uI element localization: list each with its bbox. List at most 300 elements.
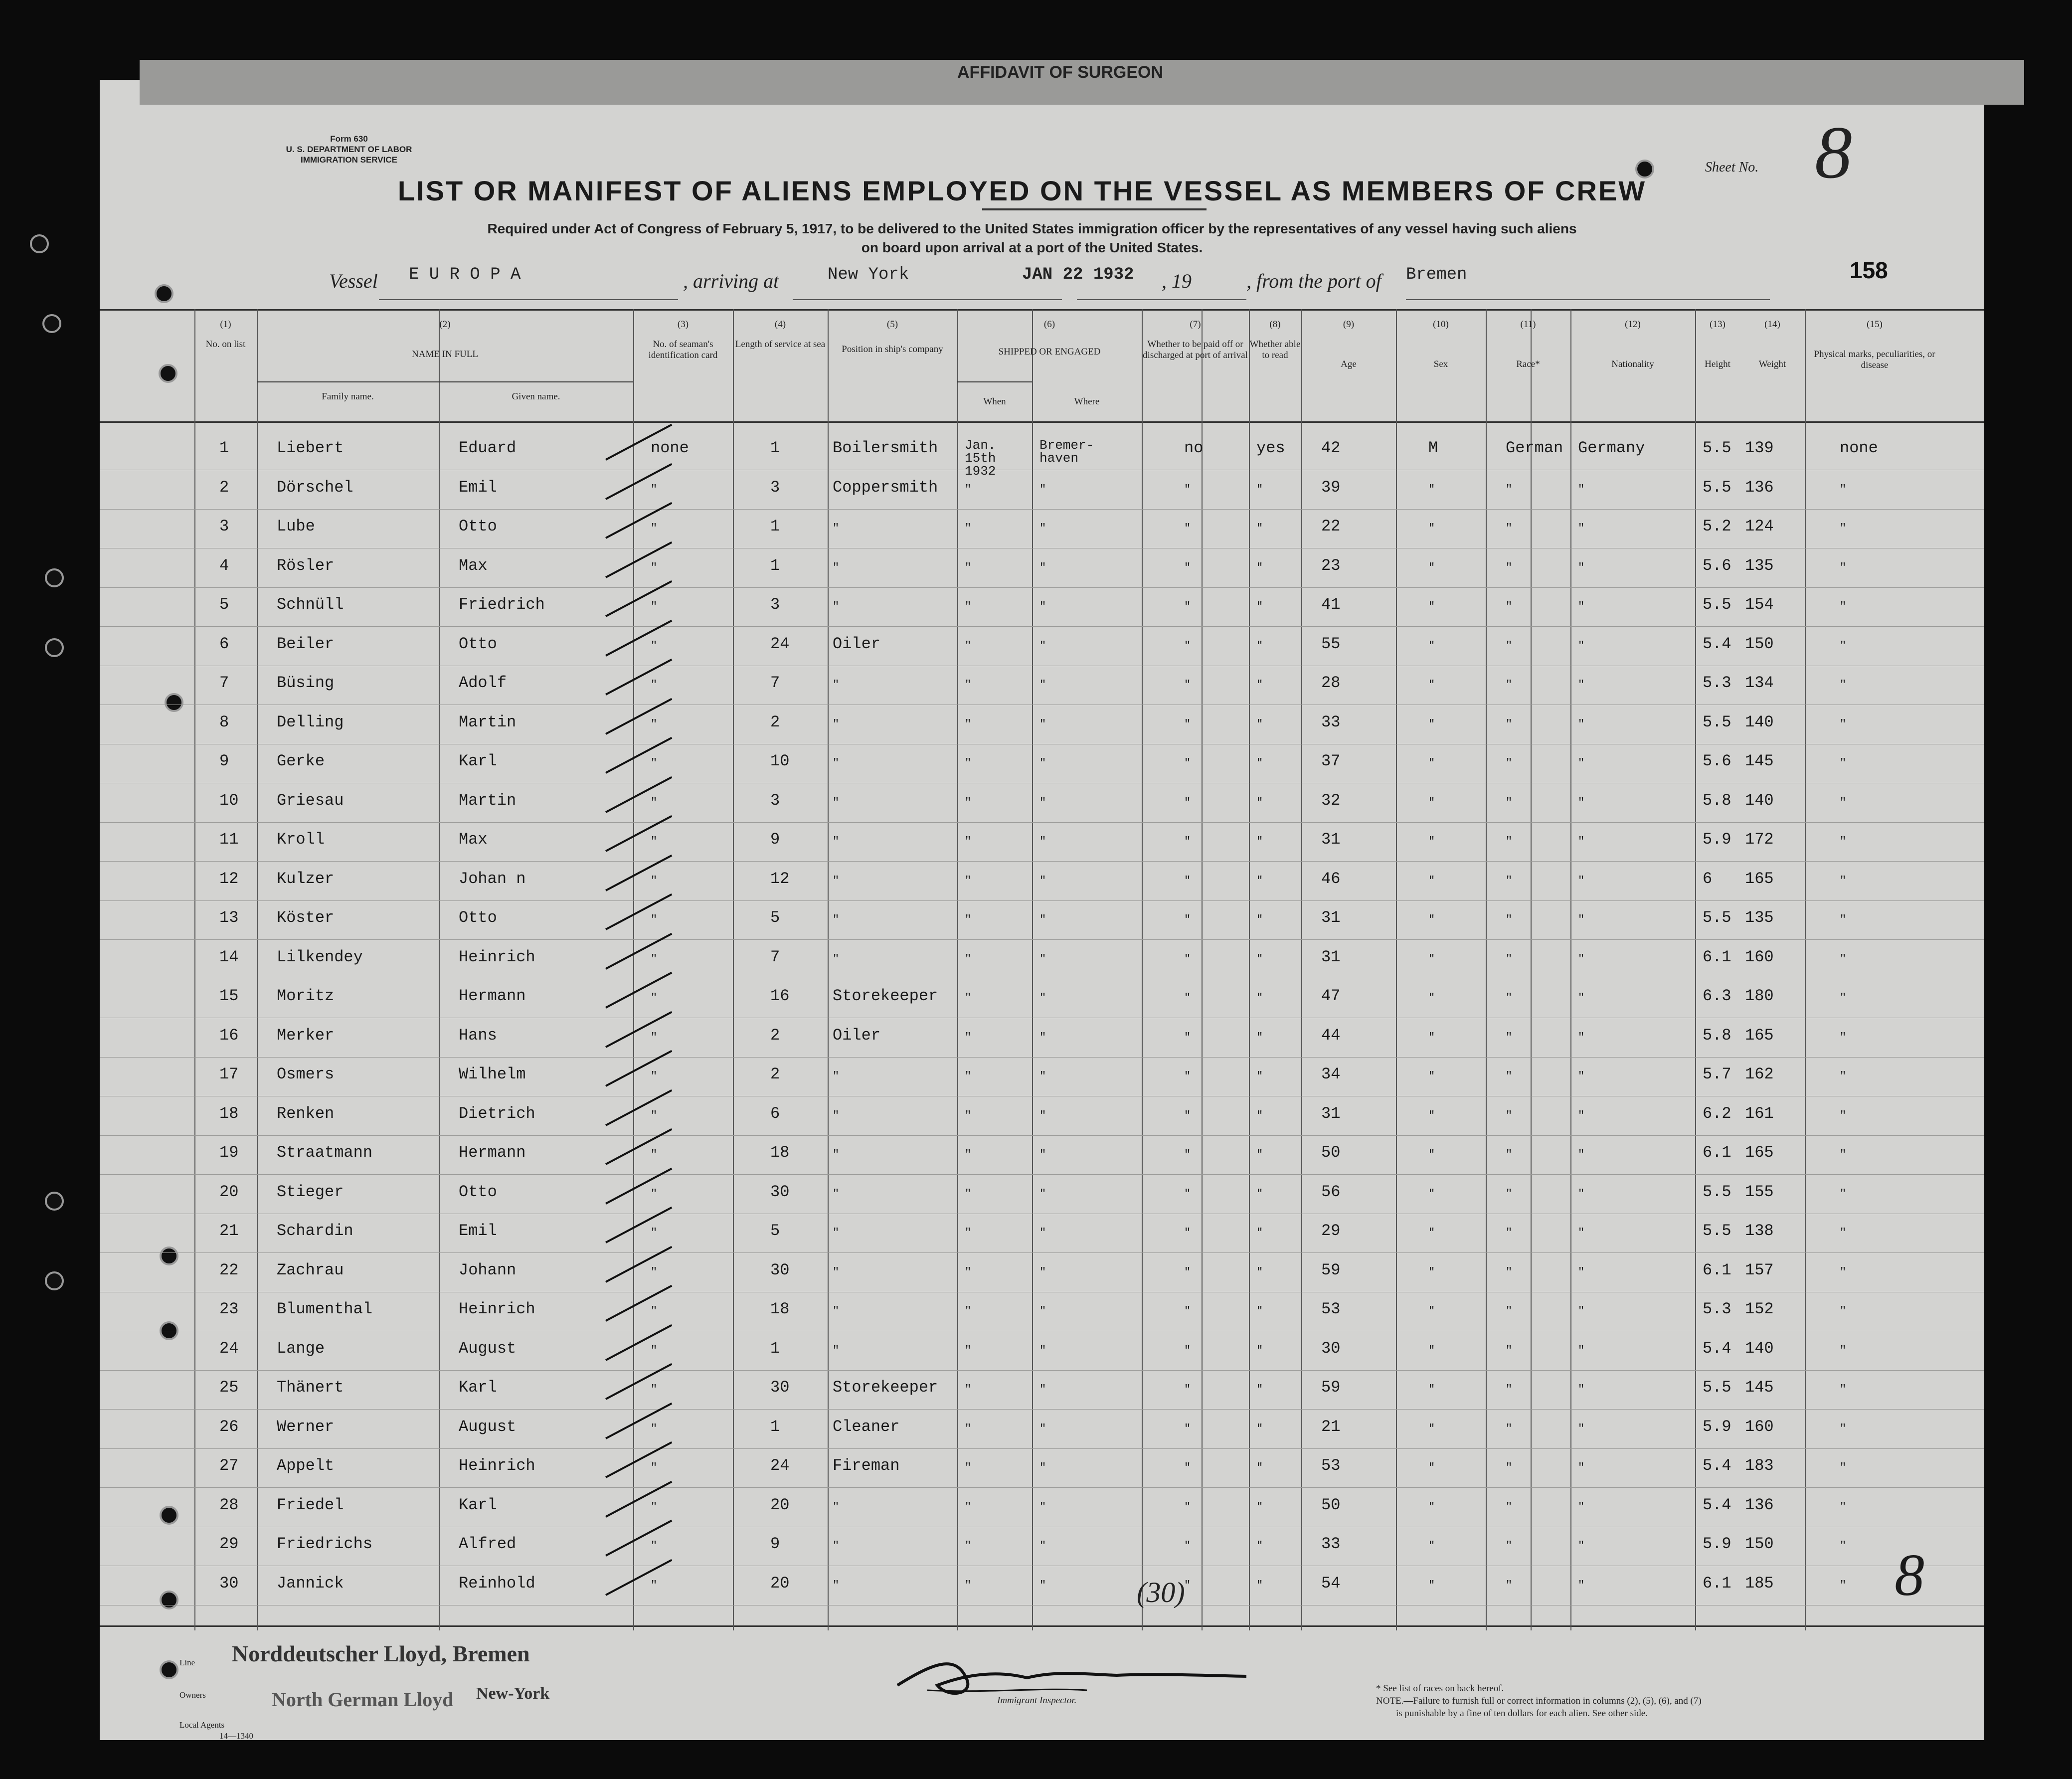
weight: 162 bbox=[1745, 1065, 1774, 1083]
title-underline bbox=[982, 208, 1207, 210]
physical-marks: " bbox=[1840, 1070, 1847, 1082]
race: " bbox=[1506, 1305, 1513, 1317]
given-name: Max bbox=[459, 556, 488, 575]
owners-city-stamp: New-York bbox=[476, 1684, 550, 1703]
shipped-where: " bbox=[1039, 1383, 1046, 1396]
shipped-when: " bbox=[965, 1422, 972, 1435]
race: " bbox=[1506, 639, 1513, 652]
column-header-paid_off: Whether to be paid off or discharged at port of arrival bbox=[1143, 339, 1248, 360]
row-number: 25 bbox=[219, 1378, 239, 1397]
nationality: " bbox=[1578, 992, 1585, 1004]
row-number: 19 bbox=[219, 1143, 239, 1162]
sex: " bbox=[1428, 1031, 1435, 1044]
row-number: 16 bbox=[219, 1026, 239, 1045]
nationality: " bbox=[1578, 913, 1585, 926]
check-stroke bbox=[605, 541, 672, 578]
column-header-sex: Sex bbox=[1433, 359, 1448, 369]
inspector-signature bbox=[877, 1650, 1256, 1700]
page-number: 158 bbox=[1850, 257, 1888, 283]
position: " bbox=[833, 1265, 840, 1278]
race: " bbox=[1506, 757, 1513, 769]
races-note: * See list of races on back hereof. bbox=[1376, 1683, 1504, 1694]
column-header-no: No. on list bbox=[205, 339, 246, 350]
family-name: Büsing bbox=[277, 674, 335, 692]
weight: 145 bbox=[1745, 1378, 1774, 1397]
service-name: IMMIGRATION SERVICE bbox=[301, 155, 397, 165]
position: " bbox=[833, 1227, 840, 1239]
check-stroke bbox=[605, 1520, 672, 1557]
weight: 155 bbox=[1745, 1182, 1774, 1201]
race: " bbox=[1506, 1579, 1513, 1592]
race: " bbox=[1506, 1031, 1513, 1044]
row-number: 1 bbox=[219, 439, 229, 457]
physical-marks: none bbox=[1840, 439, 1878, 457]
sex: " bbox=[1428, 1344, 1435, 1357]
shipped-when: " bbox=[965, 952, 972, 965]
age: 50 bbox=[1321, 1143, 1341, 1162]
service-length: 5 bbox=[770, 1222, 780, 1240]
height: 5.5 bbox=[1703, 1222, 1731, 1240]
position: " bbox=[833, 1109, 840, 1122]
nationality: " bbox=[1578, 1227, 1585, 1239]
position: " bbox=[833, 1070, 840, 1082]
row-number: 21 bbox=[219, 1222, 239, 1240]
column-rule bbox=[633, 309, 634, 1630]
shipped-when: " bbox=[965, 600, 972, 613]
service-length: 18 bbox=[770, 1300, 790, 1318]
column-rule bbox=[1570, 309, 1571, 1630]
card-number: " bbox=[651, 835, 658, 848]
race: " bbox=[1506, 561, 1513, 574]
arrival-date-stamp: JAN 22 1932 bbox=[1022, 265, 1134, 284]
shipped-when: " bbox=[965, 874, 972, 887]
weight: 140 bbox=[1745, 1339, 1774, 1358]
height: 5.8 bbox=[1703, 791, 1731, 810]
paid-off: " bbox=[1184, 757, 1191, 769]
physical-marks: " bbox=[1840, 483, 1847, 496]
physical-marks: " bbox=[1840, 600, 1847, 613]
height: 5.4 bbox=[1703, 634, 1731, 653]
row-number: 4 bbox=[219, 556, 229, 575]
shipped-where: " bbox=[1039, 1109, 1046, 1122]
sex: " bbox=[1428, 1461, 1435, 1474]
able-to-read: " bbox=[1256, 561, 1263, 574]
nationality: " bbox=[1578, 1461, 1585, 1474]
card-number: " bbox=[651, 1227, 658, 1239]
shipped-when: " bbox=[965, 992, 972, 1004]
physical-marks: " bbox=[1840, 1227, 1847, 1239]
given-name: Martin bbox=[459, 791, 517, 810]
race: " bbox=[1506, 874, 1513, 887]
age: 33 bbox=[1321, 712, 1341, 731]
column-rule bbox=[957, 309, 958, 1630]
weight: 135 bbox=[1745, 556, 1774, 575]
nationality: " bbox=[1578, 522, 1585, 534]
age: 31 bbox=[1321, 1104, 1341, 1123]
check-stroke bbox=[605, 776, 672, 813]
nationality: " bbox=[1578, 1305, 1585, 1317]
service-length: 30 bbox=[770, 1182, 790, 1201]
position: " bbox=[833, 522, 840, 534]
paid-off: " bbox=[1184, 1187, 1191, 1200]
sheet-label: Sheet No. bbox=[1705, 160, 1759, 175]
physical-marks: " bbox=[1840, 1500, 1847, 1513]
shipped-where: " bbox=[1039, 874, 1046, 887]
sex: " bbox=[1428, 874, 1435, 887]
paid-off: " bbox=[1184, 639, 1191, 652]
able-to-read: " bbox=[1256, 1344, 1263, 1357]
paid-off: " bbox=[1184, 952, 1191, 965]
paid-off: " bbox=[1184, 483, 1191, 496]
family-name: Straatmann bbox=[277, 1143, 373, 1162]
weight: 160 bbox=[1745, 1417, 1774, 1436]
column-rule bbox=[1695, 309, 1696, 1630]
race: " bbox=[1506, 1109, 1513, 1122]
height: 5.5 bbox=[1703, 595, 1731, 614]
nationality: " bbox=[1578, 757, 1585, 769]
shipped-when: " bbox=[965, 522, 972, 534]
row-number: 6 bbox=[219, 634, 229, 653]
shipped-where: " bbox=[1039, 1344, 1046, 1357]
given-name: Otto bbox=[459, 634, 497, 653]
height: 5.2 bbox=[1703, 517, 1731, 535]
age: 37 bbox=[1321, 752, 1341, 770]
form-code: 14—1340 bbox=[219, 1731, 253, 1741]
given-name: Karl bbox=[459, 1378, 497, 1397]
able-to-read: " bbox=[1256, 639, 1263, 652]
sex: " bbox=[1428, 1500, 1435, 1513]
card-number: " bbox=[651, 757, 658, 769]
card-number: " bbox=[651, 1148, 658, 1161]
weight: 150 bbox=[1745, 634, 1774, 653]
able-to-read: " bbox=[1256, 1187, 1263, 1200]
total-count: (30) bbox=[1137, 1576, 1185, 1608]
given-name: Hermann bbox=[459, 987, 526, 1005]
able-to-read: " bbox=[1256, 1540, 1263, 1552]
race: " bbox=[1506, 600, 1513, 613]
age: 33 bbox=[1321, 1535, 1341, 1553]
service-length: 3 bbox=[770, 478, 780, 497]
age: 53 bbox=[1321, 1300, 1341, 1318]
sex: " bbox=[1428, 835, 1435, 848]
row-rule bbox=[100, 1135, 1984, 1136]
family-name: Friedrichs bbox=[277, 1535, 373, 1553]
paid-off: " bbox=[1184, 796, 1191, 809]
position: " bbox=[833, 1579, 840, 1592]
shipped-where: " bbox=[1039, 639, 1046, 652]
column-header-when: When bbox=[983, 396, 1006, 407]
given-name: Karl bbox=[459, 1495, 497, 1514]
physical-marks: " bbox=[1840, 1344, 1847, 1357]
sex: " bbox=[1428, 522, 1435, 534]
column-header-read: Whether able to read bbox=[1249, 339, 1301, 360]
family-name: Köster bbox=[277, 908, 335, 927]
card-number: " bbox=[651, 1187, 658, 1200]
age: 39 bbox=[1321, 478, 1341, 497]
able-to-read: " bbox=[1256, 835, 1263, 848]
service-length: 1 bbox=[770, 556, 780, 575]
family-name: Kulzer bbox=[277, 869, 335, 888]
weight: 172 bbox=[1745, 830, 1774, 849]
height: 5.9 bbox=[1703, 1417, 1731, 1436]
physical-marks: " bbox=[1840, 1540, 1847, 1552]
given-name: August bbox=[459, 1417, 517, 1436]
card-number: " bbox=[651, 1344, 658, 1357]
age: 30 bbox=[1321, 1339, 1341, 1358]
physical-marks: " bbox=[1840, 1265, 1847, 1278]
race: German bbox=[1506, 439, 1563, 457]
given-name: Karl bbox=[459, 752, 497, 770]
service-length: 2 bbox=[770, 1026, 780, 1045]
card-number: " bbox=[651, 952, 658, 965]
affidavit-strip bbox=[140, 60, 2024, 105]
card-number: " bbox=[651, 1265, 658, 1278]
paid-off: " bbox=[1184, 1344, 1191, 1357]
check-stroke bbox=[605, 1363, 672, 1400]
weight: 135 bbox=[1745, 908, 1774, 927]
column-header-length: Length of service at sea bbox=[735, 339, 826, 350]
card-number: " bbox=[651, 1031, 658, 1044]
nationality: " bbox=[1578, 1070, 1585, 1082]
shipped-where: " bbox=[1039, 1305, 1046, 1317]
column-rule bbox=[257, 309, 258, 1630]
nationality: " bbox=[1578, 639, 1585, 652]
service-length: 20 bbox=[770, 1574, 790, 1593]
able-to-read: yes bbox=[1256, 439, 1285, 457]
shipped-when: " bbox=[965, 796, 972, 809]
given-name: Adolf bbox=[459, 674, 507, 692]
able-to-read: " bbox=[1256, 1031, 1263, 1044]
row-rule bbox=[100, 1448, 1984, 1449]
weight: 150 bbox=[1745, 1535, 1774, 1553]
service-length: 30 bbox=[770, 1260, 790, 1279]
weight: 139 bbox=[1745, 439, 1774, 457]
position: " bbox=[833, 600, 840, 613]
sex: " bbox=[1428, 1265, 1435, 1278]
paid-off: " bbox=[1184, 1579, 1191, 1592]
family-name: Lange bbox=[277, 1339, 325, 1358]
paid-off: " bbox=[1184, 992, 1191, 1004]
shipped-where: " bbox=[1039, 796, 1046, 809]
age: 21 bbox=[1321, 1417, 1341, 1436]
family-name: Merker bbox=[277, 1026, 335, 1045]
column-header-nationality: Nationality bbox=[1611, 359, 1654, 369]
physical-marks: " bbox=[1840, 679, 1847, 691]
age: 55 bbox=[1321, 634, 1341, 653]
physical-marks: " bbox=[1840, 913, 1847, 926]
able-to-read: " bbox=[1256, 1265, 1263, 1278]
row-rule bbox=[100, 1057, 1984, 1058]
physical-marks: " bbox=[1840, 835, 1847, 848]
table-top-rule bbox=[100, 309, 1984, 311]
shipped-where: " bbox=[1039, 522, 1046, 534]
shipped-where: " bbox=[1039, 717, 1046, 730]
weight: 145 bbox=[1745, 752, 1774, 770]
family-name: Moritz bbox=[277, 987, 335, 1005]
column-rule bbox=[1142, 309, 1143, 1630]
affidavit-label: AFFIDAVIT OF SURGEON bbox=[957, 63, 1164, 82]
sex: " bbox=[1428, 1540, 1435, 1552]
paid-off: " bbox=[1184, 679, 1191, 691]
service-length: 5 bbox=[770, 908, 780, 927]
nationality: " bbox=[1578, 679, 1585, 691]
from-port-rule bbox=[1406, 299, 1770, 300]
shipped-where: " bbox=[1039, 600, 1046, 613]
column-rule bbox=[439, 309, 440, 1630]
paid-off: no bbox=[1184, 439, 1204, 457]
check-stroke bbox=[605, 854, 672, 891]
service-length: 1 bbox=[770, 439, 780, 457]
column-rule bbox=[828, 309, 829, 1630]
card-number: " bbox=[651, 992, 658, 1004]
age: 44 bbox=[1321, 1026, 1341, 1045]
paid-off: " bbox=[1184, 874, 1191, 887]
position: " bbox=[833, 1187, 840, 1200]
form-number: Form 630 bbox=[330, 134, 368, 144]
binding-hole bbox=[155, 284, 173, 303]
row-rule bbox=[100, 626, 1984, 627]
column-rule bbox=[733, 309, 734, 1630]
given-name: Otto bbox=[459, 1182, 497, 1201]
shipped-when: " bbox=[965, 717, 972, 730]
sex: " bbox=[1428, 639, 1435, 652]
row-number: 20 bbox=[219, 1182, 239, 1201]
height: 5.4 bbox=[1703, 1495, 1731, 1514]
race: " bbox=[1506, 992, 1513, 1004]
column-rule bbox=[1249, 309, 1250, 1630]
row-number: 23 bbox=[219, 1300, 239, 1318]
position: " bbox=[833, 1540, 840, 1552]
sex: " bbox=[1428, 796, 1435, 809]
age: 42 bbox=[1321, 439, 1341, 457]
shipped-when: " bbox=[965, 1500, 972, 1513]
check-stroke bbox=[605, 815, 672, 852]
column-header-n1: (1) bbox=[220, 319, 231, 330]
check-stroke bbox=[605, 1245, 672, 1282]
given-name: Martin bbox=[459, 712, 517, 731]
row-number: 22 bbox=[219, 1260, 239, 1279]
sex: " bbox=[1428, 1187, 1435, 1200]
date-rule bbox=[1077, 299, 1246, 300]
row-rule bbox=[100, 509, 1984, 510]
sex: " bbox=[1428, 1383, 1435, 1396]
row-rule bbox=[100, 1252, 1984, 1253]
age: 22 bbox=[1321, 517, 1341, 535]
given-name: Alfred bbox=[459, 1535, 517, 1553]
height: 5.5 bbox=[1703, 1182, 1731, 1201]
weight: 165 bbox=[1745, 1143, 1774, 1162]
row-number: 14 bbox=[219, 947, 239, 966]
card-number: " bbox=[651, 639, 658, 652]
position: Coppersmith bbox=[833, 478, 938, 497]
check-stroke bbox=[605, 972, 672, 1009]
shipped-when: " bbox=[965, 1383, 972, 1396]
weight: 183 bbox=[1745, 1456, 1774, 1475]
service-length: 6 bbox=[770, 1104, 780, 1123]
age: 46 bbox=[1321, 869, 1341, 888]
able-to-read: " bbox=[1256, 1461, 1263, 1474]
row-number: 13 bbox=[219, 908, 239, 927]
race: " bbox=[1506, 952, 1513, 965]
column-header-where: Where bbox=[1074, 396, 1100, 407]
check-stroke bbox=[605, 659, 672, 696]
shipped-when: " bbox=[965, 1265, 972, 1278]
check-stroke bbox=[605, 1089, 672, 1126]
shipped-when: " bbox=[965, 1031, 972, 1044]
family-name: Schardin bbox=[277, 1222, 353, 1240]
row-rule bbox=[100, 900, 1984, 901]
given-name: Eduard bbox=[459, 439, 517, 457]
race: " bbox=[1506, 1227, 1513, 1239]
sex: " bbox=[1428, 913, 1435, 926]
service-length: 1 bbox=[770, 1417, 780, 1436]
shipped-where: " bbox=[1039, 1187, 1046, 1200]
nationality: " bbox=[1578, 1540, 1585, 1552]
row-number: 18 bbox=[219, 1104, 239, 1123]
card-number: " bbox=[651, 1540, 658, 1552]
age: 31 bbox=[1321, 908, 1341, 927]
age: 32 bbox=[1321, 791, 1341, 810]
position: " bbox=[833, 717, 840, 730]
able-to-read: " bbox=[1256, 483, 1263, 496]
service-length: 3 bbox=[770, 791, 780, 810]
race: " bbox=[1506, 679, 1513, 691]
row-number: 8 bbox=[219, 712, 229, 731]
column-rule bbox=[194, 309, 195, 1630]
service-length: 9 bbox=[770, 1535, 780, 1553]
column-header-n3: (3) bbox=[677, 319, 689, 330]
paid-off: " bbox=[1184, 913, 1191, 926]
weight: 152 bbox=[1745, 1300, 1774, 1318]
shipped-where: " bbox=[1039, 835, 1046, 848]
check-stroke bbox=[605, 893, 672, 930]
column-header-marks: Physical marks, peculiarities, or disease bbox=[1814, 349, 1935, 370]
column-header-family: Family name. bbox=[322, 391, 374, 402]
card-number: " bbox=[651, 679, 658, 691]
position: Storekeeper bbox=[833, 1378, 938, 1397]
height: 6.1 bbox=[1703, 1260, 1731, 1279]
given-name: Heinrich bbox=[459, 1456, 535, 1475]
family-name: Zachrau bbox=[277, 1260, 344, 1279]
paid-off: " bbox=[1184, 600, 1191, 613]
age: 50 bbox=[1321, 1495, 1341, 1514]
age: 59 bbox=[1321, 1260, 1341, 1279]
sex: " bbox=[1428, 1579, 1435, 1592]
physical-marks: " bbox=[1840, 1461, 1847, 1474]
given-name: Emil bbox=[459, 478, 497, 497]
given-name: Emil bbox=[459, 1222, 497, 1240]
shipped-where: " bbox=[1039, 1148, 1046, 1161]
department-name: U. S. DEPARTMENT OF LABOR bbox=[286, 145, 412, 154]
shipped-where: " bbox=[1039, 1540, 1046, 1552]
subheader-rule bbox=[257, 381, 633, 382]
weight: 185 bbox=[1745, 1574, 1774, 1593]
paid-off: " bbox=[1184, 1305, 1191, 1317]
nationality: Germany bbox=[1578, 439, 1645, 457]
sex: " bbox=[1428, 1148, 1435, 1161]
nationality: " bbox=[1578, 1344, 1585, 1357]
shipped-when: " bbox=[965, 1227, 972, 1239]
row-number: 27 bbox=[219, 1456, 239, 1475]
penalty-note-continued: is punishable by a fine of ten dollars for each alien. See other side. bbox=[1396, 1708, 1648, 1719]
position: " bbox=[833, 561, 840, 574]
family-name: Lube bbox=[277, 517, 315, 535]
race: " bbox=[1506, 1265, 1513, 1278]
shipped-where: " bbox=[1039, 1579, 1046, 1592]
column-rule bbox=[1486, 309, 1487, 1630]
check-stroke bbox=[605, 1128, 672, 1165]
service-length: 20 bbox=[770, 1495, 790, 1514]
